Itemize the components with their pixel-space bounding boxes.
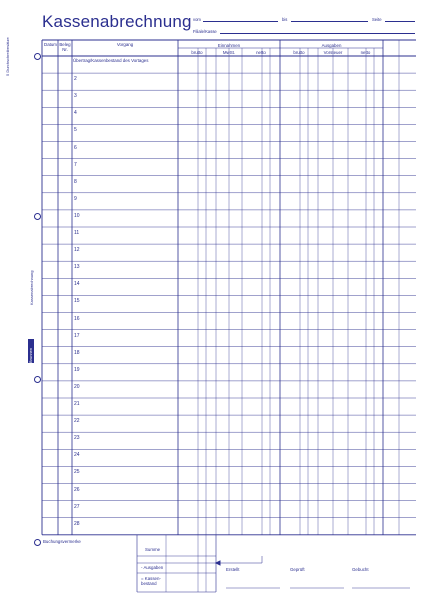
- filiale-label: Filiale/Kasse: [193, 29, 217, 34]
- row-number: 9: [74, 195, 77, 202]
- arrow-head-icon: [216, 561, 220, 565]
- side-note-top: 5 Durchschreibesätze: [5, 37, 10, 76]
- row-number: 16: [74, 315, 80, 322]
- seite-label: Seite: [372, 17, 382, 22]
- col-einnahmen-brutto: brutto: [191, 50, 203, 55]
- row-number: 22: [74, 418, 80, 425]
- col-ausgaben: Ausgaben: [321, 43, 342, 48]
- col-einnahmen-netto: netto: [256, 50, 266, 55]
- row-number: 24: [74, 452, 80, 459]
- row-number: 27: [74, 503, 80, 510]
- row-number: 8: [74, 178, 77, 185]
- row-number: 23: [74, 435, 80, 442]
- row-number: 18: [74, 349, 80, 356]
- page-title: Kassenabrechnung: [42, 12, 192, 31]
- kassenbestand-label: = Kassen- bestand: [141, 576, 161, 586]
- first-row-text: Übertrag/Kassenbestand des Vortages: [73, 58, 149, 63]
- row-number: 12: [74, 247, 80, 254]
- row-number: 25: [74, 469, 80, 476]
- row-number: 21: [74, 401, 80, 407]
- geprueft-label: Geprüft: [290, 567, 305, 572]
- row-number: 19: [74, 366, 80, 373]
- von-label: vom: [193, 17, 201, 22]
- row-number: 6: [74, 144, 77, 151]
- col-vorgang: Vorgang: [116, 42, 134, 47]
- buchungsvermerke-label: Buchungsvermerke: [43, 539, 81, 544]
- row-number: 20: [74, 383, 80, 390]
- row-number: 7: [74, 161, 77, 168]
- row-number: 10: [74, 212, 80, 219]
- gebucht-label: Gebucht: [352, 567, 369, 572]
- col-datum: Datum: [44, 42, 57, 47]
- ausgaben-label: - Ausgaben: [141, 565, 164, 570]
- row-number: 2: [74, 76, 77, 83]
- side-note-middle: Kassenabrechnung: [29, 270, 34, 305]
- row-number: 3: [74, 93, 77, 100]
- row-number: 11: [74, 230, 80, 236]
- brand-logo-text: Brunnen: [28, 347, 33, 363]
- row-number: 15: [74, 298, 80, 305]
- row-number: 14: [74, 281, 80, 288]
- col-ausgaben-brutto: brutto: [293, 50, 305, 55]
- row-number: 4: [74, 110, 77, 117]
- row-number: 13: [74, 264, 80, 271]
- col-ausgaben-vorsteuer: Vorsteuer: [323, 50, 343, 55]
- col-ausgaben-netto: netto: [360, 50, 371, 55]
- row-number: 5: [74, 127, 77, 134]
- row-number: 17: [74, 332, 80, 339]
- row-number: 26: [74, 486, 80, 493]
- col-beleg: Beleg Nr.: [59, 42, 71, 52]
- summe-label: Summe: [145, 547, 161, 552]
- col-einnahmen-mwst: MwSt.: [222, 50, 236, 55]
- row-number: 28: [74, 520, 80, 527]
- erstellt-label: Erstellt: [226, 567, 240, 572]
- bis-label: bis: [282, 17, 288, 22]
- col-einnahmen: Einnahmen: [217, 43, 241, 48]
